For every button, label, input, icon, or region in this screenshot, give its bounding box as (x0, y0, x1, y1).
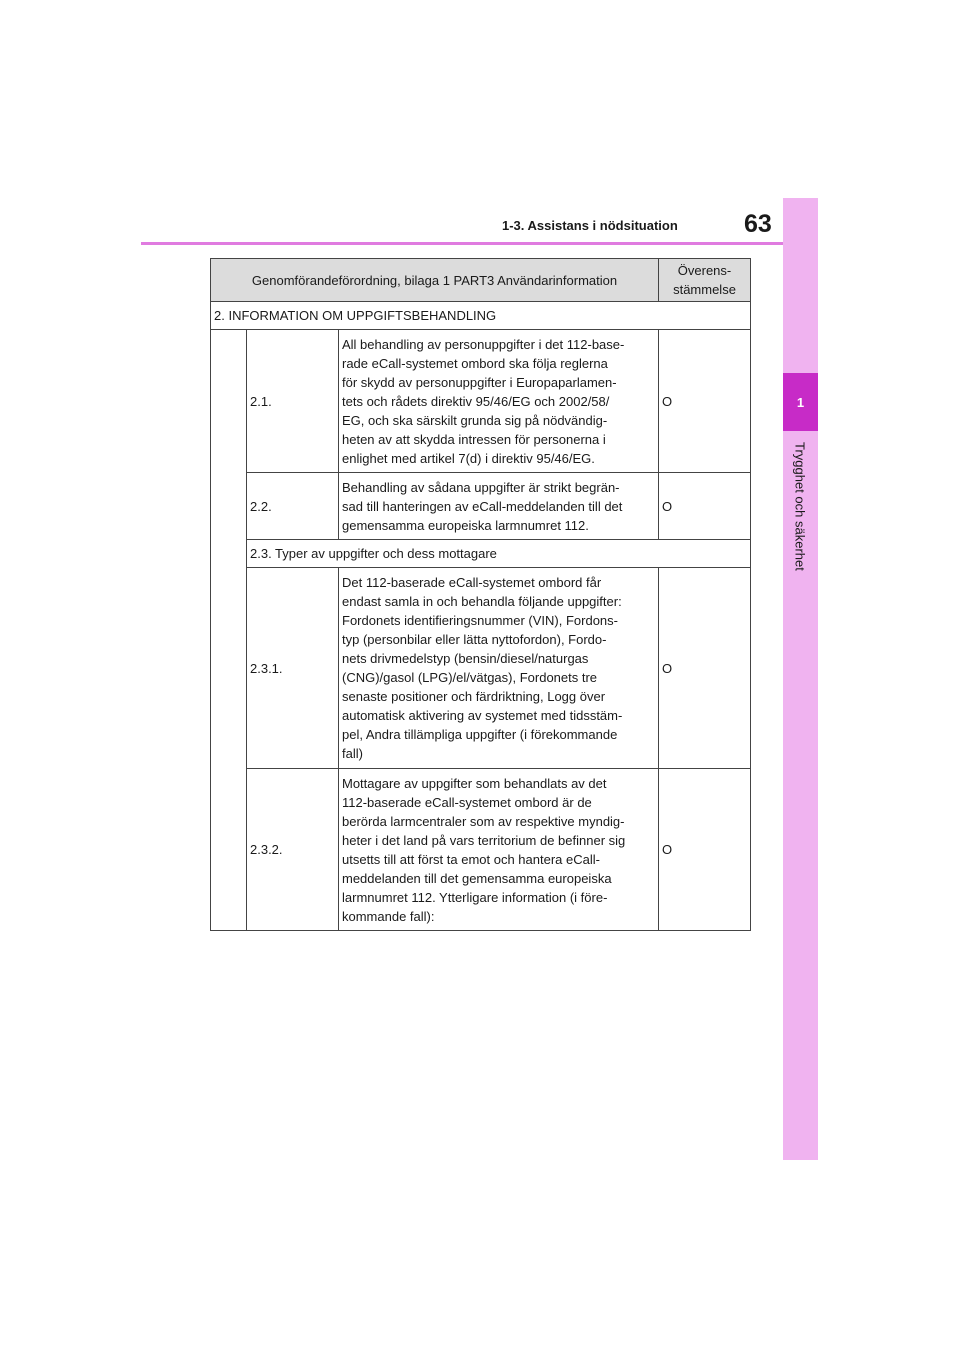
subsection-heading: 2.3. Typer av uppgifter och dess mottagare (247, 540, 751, 568)
header-divider (141, 242, 783, 245)
row-number: 2.2. (247, 473, 339, 540)
row-number: 2.1. (247, 330, 339, 473)
page-number: 63 (744, 210, 772, 238)
table-row (211, 330, 751, 473)
row-text: Behandling av sådana uppgifter är strikt begrän- sad till hanteringen av eCall-meddelanden till det gemensamma europeiska larmnumret 112. (339, 473, 659, 540)
header-user-information: Genomförandeförordning, bilaga 1 PART3 Användarinformation (211, 259, 659, 302)
row-compliance: O (659, 769, 751, 931)
section-heading: 2. INFORMATION OM UPPGIFTSBEHANDLING (211, 302, 751, 330)
chapter-title-vertical: Trygghet och säkerhet (792, 442, 808, 571)
section-row (211, 540, 751, 568)
table-row (211, 473, 751, 540)
header-compliance (659, 259, 751, 302)
row-text: Mottagare av uppgifter som behandlats av det 112-baserade eCall-systemet ombord är de berörda larmcentraler som av respektive myndig- heter i det land på vars territorium de befinner sig utsetts till att först ta emot och hantera eCall- meddelanden till det gemensamma europeiska larmnumret 112. Ytterligare information (i före- kommande fall): (339, 769, 659, 931)
row-text: Det 112-baserade eCall-systemet ombord får endast samla in och behandla följande uppgifter: Fordonets identifieringsnummer (VIN), Fordons- typ (personbilar eller lätta nyttofordon), Fordo- nets drivmedelstyp (bensin/diesel/naturgas (CNG)/gasol (LPG)/el/vätgas), Fordonets tre senaste positioner och färdriktning, Logg över automatisk aktivering av systemet med tidsstäm- pel, Andra tillämpliga uppgifter (i förekommande fall) (339, 568, 659, 769)
row-compliance: O (659, 473, 751, 540)
chapter-side-tab (783, 198, 818, 1160)
indent-cell (211, 330, 247, 931)
section-row (211, 302, 751, 330)
row-number: 2.3.2. (247, 769, 339, 931)
table-row (211, 769, 751, 931)
table-row (211, 568, 751, 769)
row-compliance: O (659, 568, 751, 769)
section-title: 1-3. Assistans i nödsituation (502, 218, 678, 233)
header-compliance-text: Överens- stämmelse (673, 263, 736, 297)
row-text: All behandling av personuppgifter i det 112-base- rade eCall-systemet ombord ska följa reglerna för skydd av personuppgifter i Europaparlamen- tets och rådets direktiv 95/46/EG och 2002/58/ EG, och ska särskilt grunda sig på nödvändig- heten av att skydda intressen för personerna i enlighet med artikel 7(d) i direktiv 95/46/EG. (339, 330, 659, 473)
chapter-number-badge: 1 (783, 373, 818, 431)
row-number: 2.3.1. (247, 568, 339, 769)
row-compliance: O (659, 330, 751, 473)
table-header-row (211, 259, 751, 302)
compliance-table (210, 258, 751, 931)
